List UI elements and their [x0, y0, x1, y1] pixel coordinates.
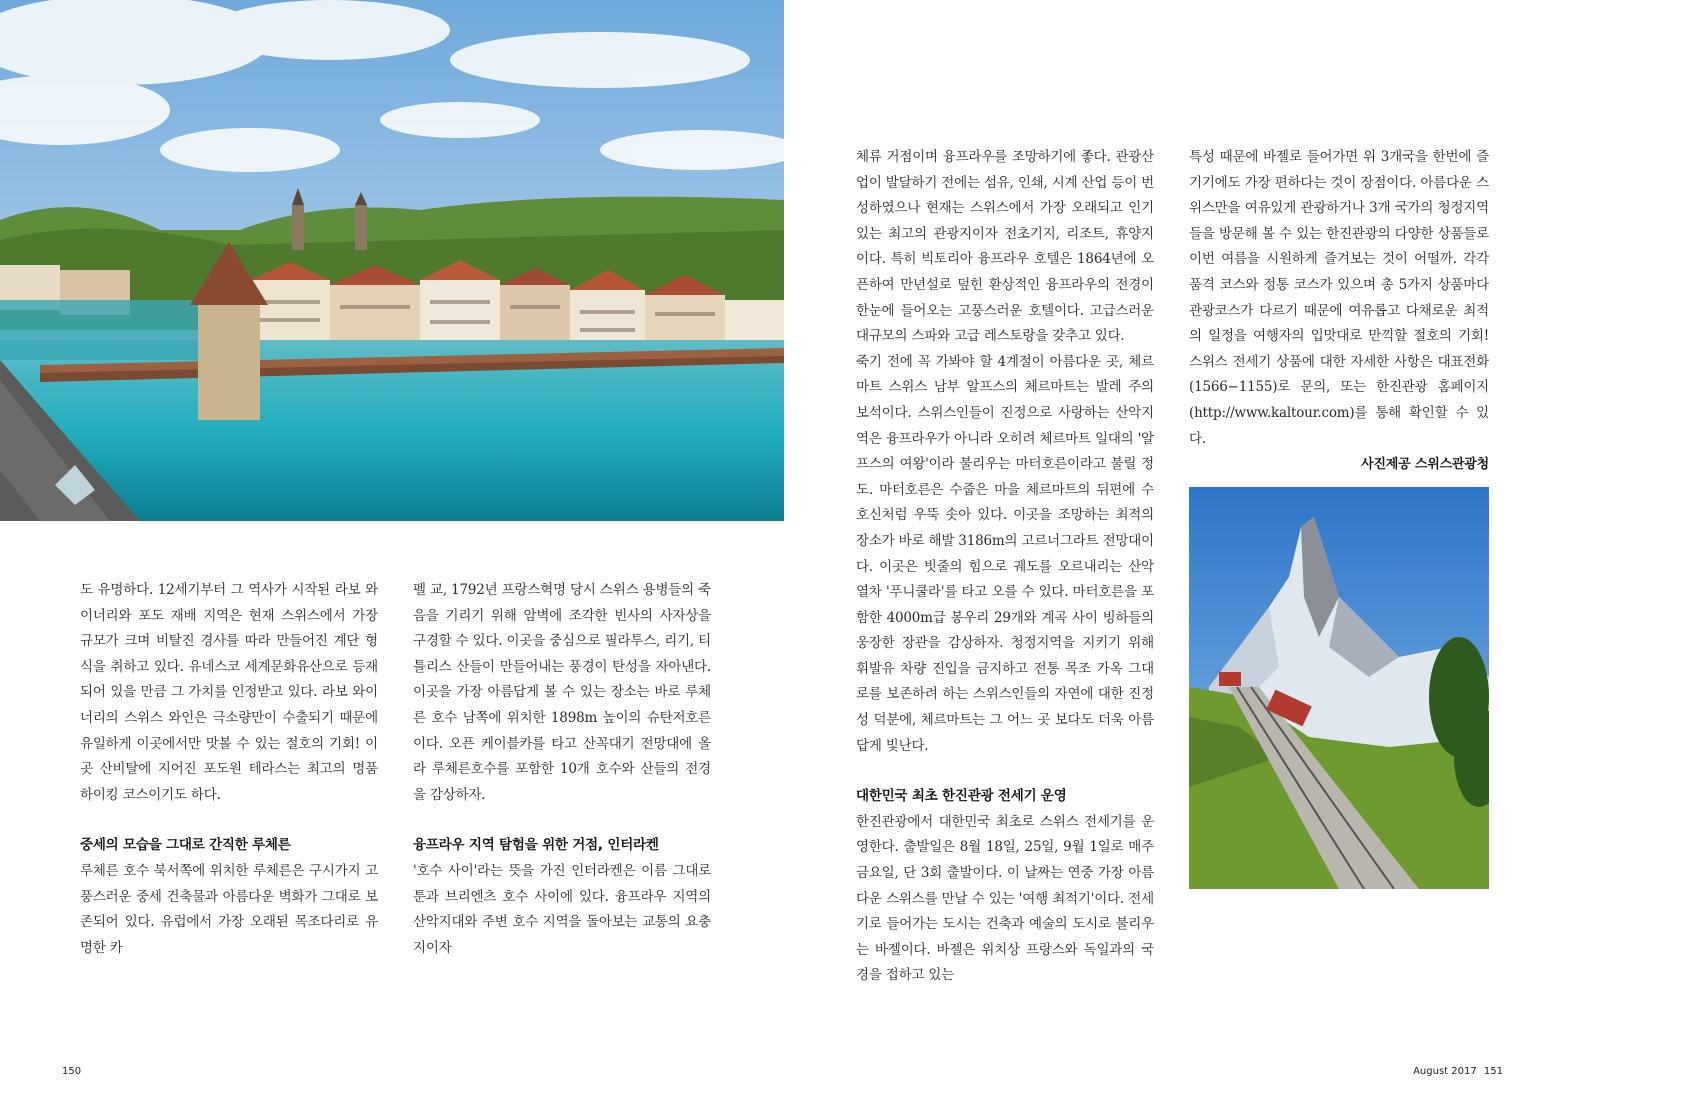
matterhorn-illustration [1189, 487, 1489, 889]
right-column-2 [1189, 145, 1489, 478]
paragraph: 특성 때문에 바젤로 들어가면 위 3개국을 한번에 즐기기에도 가장 편하다는 것이 장점이다. 아름다운 스위스만을 여유있게 관광하거나 3개 국가의 청정지역들을 방문해 볼 수 있는 한진관광의 다양한 상품들로 이번 여름을 시원하게 즐겨보는 것이 어떨까. 각각 품격 코스와 정통 코스가 있으며 총 5가지 상품마다 관광코스가 다르기 때문에 여유롭고 다채로운 최적의 일정을 여행자의 입맛대로 만끽할 절호의 기회! 스위스 전세기 상품에 대한 자세한 사항은 대표전화(1566−1155)로 문의, 또는 한진관광 홈페이지(http://www.kaltour.com)를 통해 확인할 수 있다. [1189, 149, 1489, 447]
paragraph: 죽기 전에 꼭 가봐야 할 4계절이 아름다운 곳, 체르마트 스위스 남부 알프스의 체르마트는 발레 주의 보석이다. 스위스인들이 진정으로 사랑하는 산악지역은 융프라우가 아니라 오히려 체르마트 일대의 '알프스의 여왕'이라 불리우는 마터호른이라고 불릴 정도. 마터호른은 수줍은 마을 체르마트의 뒤편에 수호신처럼 우뚝 솟아 있다. 이곳을 조망하는 최적의 장소가 바로 해발 3186m의 고르너그라트 전망대이다. 이곳은 빗줄의 힘으로 궤도를 오르내리는 산악열차 '푸니쿨라'를 타고 오를 수 있다. 마터호른을 포함한 4000m급 봉우리 29개와 계곡 사이 빙하들의 웅장한 장관을 감상하자. 청정지역을 지키기 위해 휘발유 차량 진입을 금지하고 전통 목조 가옥 그대로를 보존하려 하는 스위스인들의 자연에 대한 진정성 덕분에, 체르마트는 그 어느 곳 보다도 더욱 아름답게 빛난다. [856, 353, 1154, 754]
right-column-1 [856, 145, 1154, 989]
paragraph: 한진관광에서 대한민국 최초로 스위스 전세기를 운영한다. 출발일은 8월 18일, 25일, 9월 1일로 매주 금요일, 단 3회 출발이다. 이 날짜는 연중 가장 아름다운 스위스를 만날 수 있는 '여행 최적기'이다. 전세기로 들어가는 도시는 건축과 예술의 도시로 불리우는 바젤이다. 바젤은 위치상 프랑스와 독일과의 국경을 접하고 있는 [856, 813, 1154, 984]
issue-label: August 2017 [1413, 1066, 1477, 1077]
matterhorn-photo [1189, 487, 1489, 889]
left-column-2 [413, 578, 711, 961]
left-column-1 [80, 578, 378, 961]
left-page-number: 150 [62, 1066, 82, 1077]
photo-credit: 사진제공 스위스관광청 [1361, 457, 1489, 473]
paragraph: 도 유명하다. 12세기부터 그 역사가 시작된 라보 와이너리와 포도 재배 지역은 현재 스위스에서 가장 규모가 크며 비탈진 경사를 따라 만들어진 계단 형식을 취하고 있다. 유네스코 세계문화유산으로 등재되어 있을 만큼 그 가치를 인정받고 있다. 라보 와이너리의 스위스 와인은 극소량만이 수출되기 때문에 유일하게 이곳에서만 맛볼 수 있는 절호의 기회! 이곳 산비탈에 지어진 포도원 테라스는 최고의 명품 하이킹 코스이기도 하다. [80, 582, 378, 803]
lucerne-photo [0, 0, 784, 521]
paragraph: '호수 사이'라는 뜻을 가진 인터라켄은 이름 그대로 툰과 브리엔츠 호수 사이에 있다. 융프라우 지역의 산악지대와 주변 호수 지역을 돌아보는 교통의 요충지이자 [413, 862, 711, 956]
right-page-number: 151 [1483, 1066, 1503, 1077]
lucerne-illustration [0, 0, 784, 521]
section-heading-lucerne: 중세의 모습을 그대로 간직한 루체른 [80, 837, 291, 854]
paragraph: 루체른 호수 북서쪽에 위치한 루체른은 구시가지 고풍스러운 중세 건축물과 아름다운 벽화가 그대로 보존되어 있다. 유럽에서 가장 오래된 목조다리로 유명한 카 [80, 862, 378, 956]
paragraph: 펠 교, 1792년 프랑스혁명 당시 스위스 용병들의 죽음을 기리기 위해 암벽에 조각한 빈사의 사자상을 구경할 수 있다. 이곳을 중심으로 필라투스, 리기, 티틀리스 산들이 만들어내는 풍경이 탄성을 자아낸다. 이곳을 가장 아름답게 볼 수 있는 장소는 바로 루체른 호수 남쪽에 위치한 1898m 높이의 슈탄저호른이다. 오픈 케이블카를 타고 산꼭대기 전망대에 올라 루체른호수를 포함한 10개 호수와 산들의 전경을 감상하자. [413, 582, 711, 803]
section-heading-interlaken: 융프라우 지역 탐험을 위한 거점, 인터라켄 [413, 837, 659, 854]
right-page-folio [1413, 1066, 1503, 1077]
section-heading-charter: 대한민국 최초 한진관광 전세기 운영 [856, 788, 1067, 805]
paragraph: 체류 거점이며 융프라우를 조망하기에 좋다. 관광산업이 발달하기 전에는 섬유, 인쇄, 시계 산업 등이 번성하였으나 현재는 스위스에서 가장 오래되고 인기있는 최고의 관광지이자 전초기지, 리조트, 휴양지이다. 특히 빅토리아 융프라우 호텔은 1864년에 오픈하여 만년설로 덮힌 환상적인 융프라우의 전경이 한눈에 들어오는 고풍스러운 호텔이다. 고급스러운 대규모의 스파와 고급 레스토랑을 갖추고 있다. [856, 149, 1154, 345]
